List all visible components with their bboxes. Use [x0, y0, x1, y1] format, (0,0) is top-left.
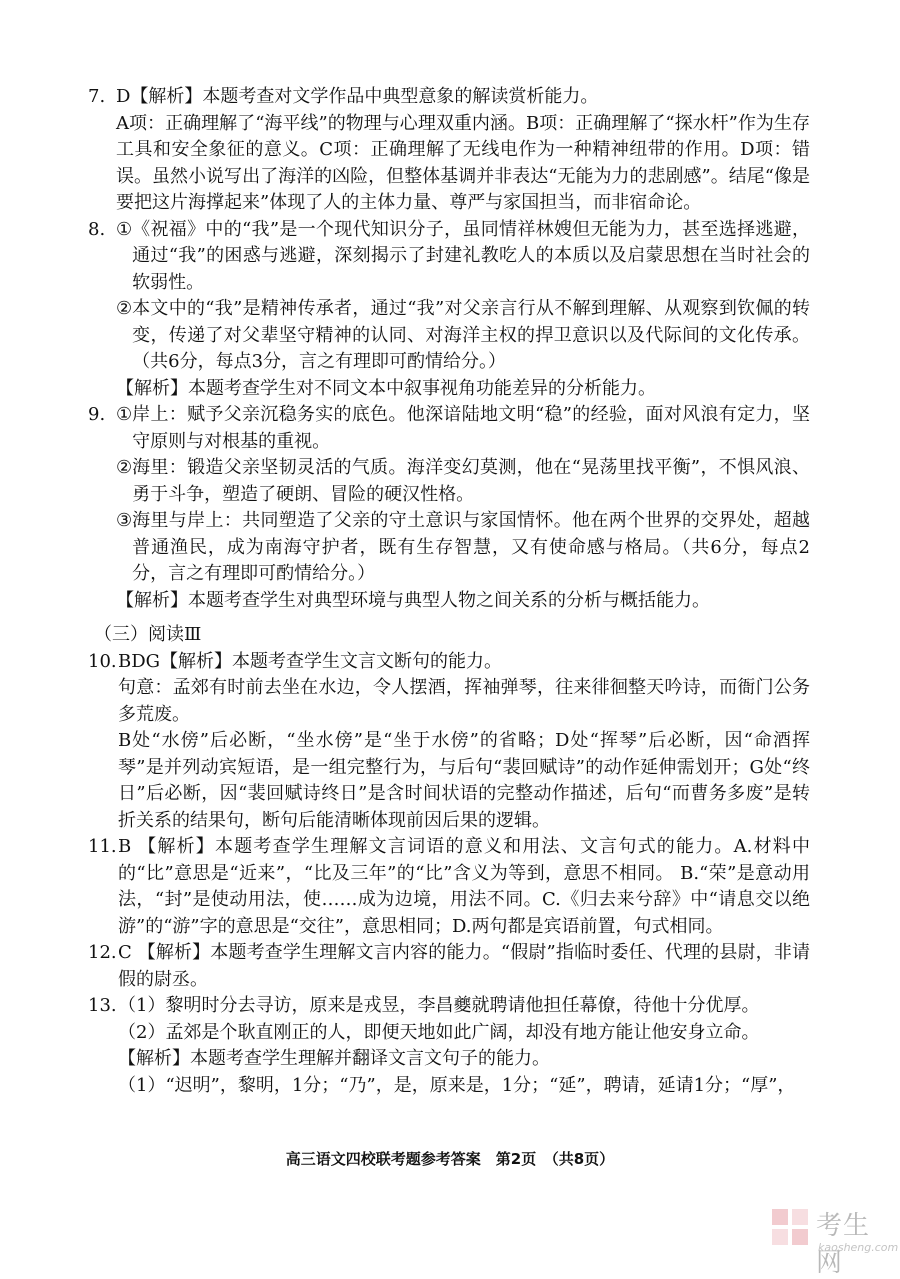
point-marker: ①	[116, 404, 133, 425]
watermark	[770, 1205, 899, 1278]
answer-point	[116, 402, 810, 455]
question-analysis: 【解析】本题考查学生对典型环境与典型人物之间关系的分析与概括能力。	[116, 589, 710, 611]
question-number: 7.	[88, 86, 106, 107]
watermark-text: 考生网	[816, 1211, 871, 1278]
question-analysis-text: B 【解析】本题考查学生理解文言词语的意义和用法、文言句式的能力。A.材料中的“比”意思是“近来”，“比及三年”的“比”含义为等到，意思不相同。 B.“荣”是意动用法，“封”是使动用法，使……成为边境，用法不同。C.《归去来兮辞》中“请息交以绝游”的“游”字的意思是“交往”，意思相同；D.两句都是宾语前置，句式相同。	[118, 836, 810, 937]
sentence-meaning: 句意：孟郊有时前去坐在水边，令人摆酒，挥袖弹琴，往来徘徊整天吟诗，而衙门公务多荒废。	[118, 677, 810, 725]
watermark-logo-icon	[770, 1207, 812, 1249]
question-number: 12.	[88, 942, 117, 963]
watermark-url: kaosheng.com	[818, 1241, 899, 1254]
point-text: 《祝福》中的“我”是一个现代知识分子，虽同情祥林嫂但无能为力，甚至选择逃避，通过“我”的困惑与逃避，深刻揭示了封建礼教吃人的本质以及启蒙思想在当时社会的软弱性。	[132, 218, 810, 293]
answer-document	[88, 84, 810, 1099]
question-13	[88, 993, 810, 1099]
answer-point	[116, 296, 810, 376]
point-text: 海里与岸上：共同塑造了父亲的守土意识与家国情怀。他在两个世界的交界处，超越普通渔民，成为南海守护者，既有生存智慧，又有使命感与格局。（共6分，每点2分，言之有理即可酌情给分。）	[132, 510, 810, 584]
point-text: 海里：锻造父亲坚韧灵活的气质。海洋变幻莫测，他在“晃荡里找平衡”，不惧风浪、勇于斗争，塑造了硬朗、冒险的硬汉性格。	[132, 457, 810, 505]
question-analysis: 【解析】本题考查学生对不同文本中叙事视角功能差异的分析能力。	[116, 377, 656, 399]
question-number: 9.	[88, 404, 106, 425]
question-8	[88, 217, 810, 403]
question-lead: BDG【解析】本题考查学生文言文断句的能力。	[118, 650, 503, 672]
point-marker: ③	[116, 510, 133, 531]
question-lead: D【解析】本题考查对文学作品中典型意象的解读赏析能力。	[116, 86, 599, 107]
question-7	[88, 84, 810, 217]
question-analysis-text: A项：正确理解了“海平线”的物理与心理双重内涵。B项：正确理解了“探水杆”作为生存工具和安全象征的意义。C项：正确理解了无线电作为一种精神纽带的作用。D项：错误。虽然小说写出了海洋的凶险，但整体基调并非表达“无能为力的悲剧感”。结尾“像是要把这片海撑起来”体现了人的主体力量、尊严与家国担当，而非宿命论。	[116, 112, 810, 213]
question-number: 11.	[88, 836, 117, 857]
page-footer: 高三语文四校联考题参考答案 第2页 （共8页）	[285, 1150, 615, 1168]
scoring-notes: （1）“迟明”，黎明，1分；“乃”，是，原来是，1分；“延”，聘请，延请1分；“厚”，	[118, 1074, 796, 1096]
question-number: 13.	[88, 995, 117, 1016]
question-number: 10.	[88, 650, 117, 672]
question-analysis-text: B处“水傍”后必断，“坐水傍”是“坐于水傍”的省略；D处“挥琴”后必断，因“命酒挥琴”是并列动宾短语，是一组完整行为，与后句“裴回赋诗”的动作延伸需划开；G处“终日”后必断，因“裴回赋诗终日”是含时间状语的完整动作描述，后句“而曹务多废”是转折关系的结果句，断句后能清晰体现前因后果的逻辑。	[118, 730, 810, 831]
point-text: 本文中的“我”是精神传承者，通过“我”对父亲言行从不解到理解、从观察到钦佩的转变，传递了对父辈坚守精神的认同、对海洋主权的捍卫意识以及代际间的文化传承。（共6分，每点3分，言之有理即可酌情给分。）	[132, 298, 810, 372]
point-text: 岸上：赋予父亲沉稳务实的底色。他深谙陆地文明“稳”的经验，面对风浪有定力，坚守原则与对根基的重视。	[132, 404, 810, 452]
question-9	[88, 402, 810, 614]
section-heading: （三）阅读Ⅲ	[94, 624, 202, 645]
answer-point	[116, 455, 810, 508]
question-10	[88, 649, 810, 835]
translation-2: （2）孟郊是个耿直刚正的人，即便天地如此广阔，却没有地方能让他安身立命。	[118, 1021, 760, 1043]
point-marker: ②	[116, 298, 133, 319]
question-12	[88, 940, 810, 993]
question-number: 8.	[88, 218, 106, 240]
point-marker: ②	[116, 457, 133, 478]
answer-point	[116, 508, 810, 588]
question-11	[88, 834, 810, 940]
point-marker: ①	[116, 218, 133, 240]
translation-1: （1）黎明时分去寻访，原来是戎昱，李昌夔就聘请他担任幕僚，待他十分优厚。	[118, 995, 760, 1016]
question-analysis-text: C 【解析】本题考查学生理解文言内容的能力。“假尉”指临时委任、代理的县尉，非请假的尉丞。	[118, 942, 810, 990]
question-analysis: 【解析】本题考查学生理解并翻译文言文句子的能力。	[118, 1048, 550, 1069]
answer-point	[116, 217, 810, 297]
